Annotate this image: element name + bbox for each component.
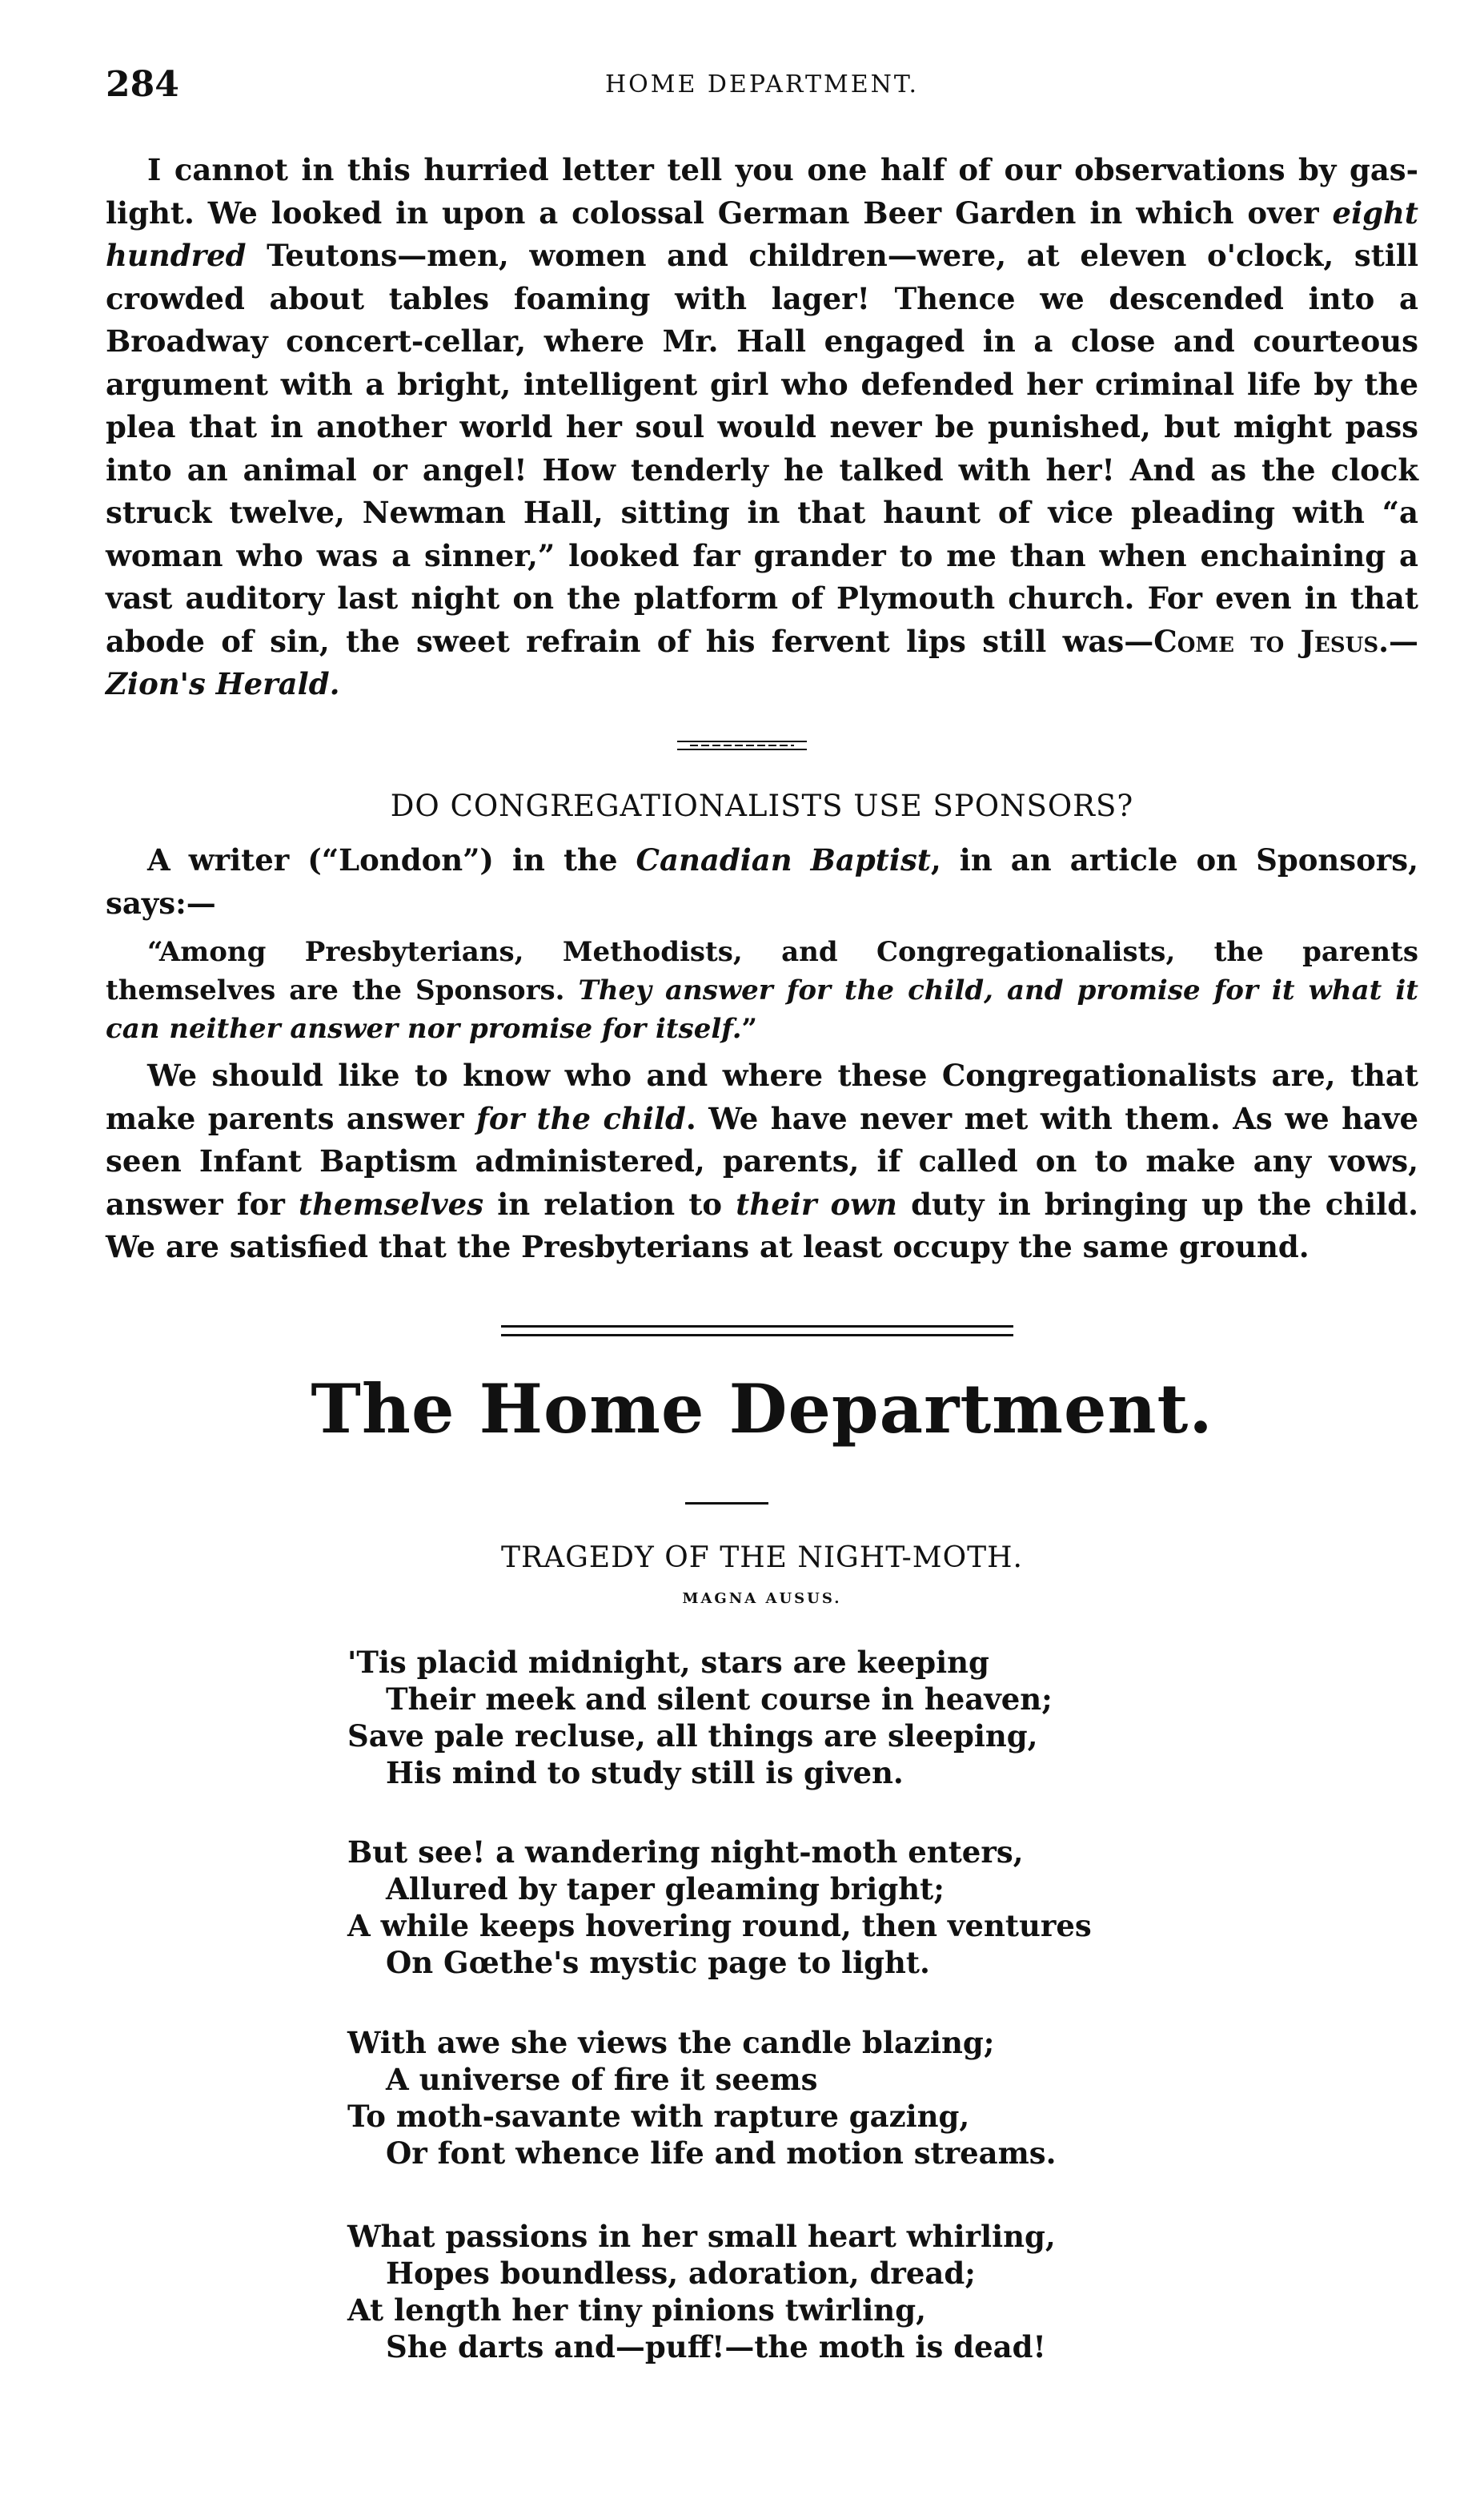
double-rule <box>501 1325 1013 1336</box>
letter-small-caps: Come to Jesus <box>1153 623 1379 659</box>
letter-paragraph <box>106 149 1418 706</box>
poem-line: She darts and—puff!—the moth is dead! <box>386 2329 1046 2364</box>
department-heading: The Home Department. <box>311 1369 1213 1448</box>
poem-line: What passions in her small heart whirling, <box>347 2219 1056 2254</box>
poem-line: With awe she views the candle blazing; <box>347 2025 995 2060</box>
sponsors-intro <box>106 839 1418 925</box>
sponsors-title: DO CONGREGATIONALISTS USE SPONSORS? <box>390 789 1134 823</box>
sponsors-section <box>106 789 1418 1269</box>
poem-line: A while keeps hovering round, then ventures <box>347 1908 1092 1943</box>
letter-source: Zion's Herald. <box>106 666 340 701</box>
stanza-3 <box>347 2024 1148 2171</box>
letter-text-1: I cannot in this hurried letter tell you one half of our observations by gas-light. We looked in upon a colossal German Beer Garden in which over <box>106 152 1418 231</box>
page-number: 284 <box>106 64 179 105</box>
stanza-1 <box>347 1644 1148 1791</box>
poem-line: 'Tis placid midnight, stars are keeping <box>347 1645 989 1680</box>
poem-header <box>106 1541 1418 1607</box>
letter-dash: .— <box>1378 623 1418 659</box>
quote-text: “Among Presbyterians, Methodists, and Congregationalists, the parents themselves are the Sponsors. <box>106 936 1418 1006</box>
poem-line: Hopes boundless, adoration, dread; <box>386 2256 976 2291</box>
stanza-2 <box>347 1834 1148 1981</box>
letter-text-2: Teutons—men, women and children—were, at eleven o'clock, still crowded about tables foaming with lager! Thence we descended into a Broadway concert-cellar, where Mr. Hall engaged in a close and courteous argument with a bright, intelligent girl who defended her criminal life by the plea that in another world her soul would never be punished, but might pass into an animal or angel! How tenderly he talked with her! And as the clock struck twelve, Newman Hall, sitting in that haunt of vice pleading with “a woman who was a sinner,” looked far grander to me than when enchaining a vast auditory last night on the platform of Plymouth church. For even in that abode of sin, the sweet refrain of his fervent lips still was— <box>106 238 1418 659</box>
poem-line: Their meek and silent course in heaven; <box>386 1681 1053 1717</box>
reply-text-b: . We have never met with them. As we have seen Infant Baptism administered, parents, if called on to make any vows, answer for <box>106 1100 1418 1222</box>
sponsors-reply <box>106 1055 1418 1269</box>
reply-text-d: duty in bringing up the child. We are satisfied that the Presbyterians at least occupy the same ground. <box>106 1186 1418 1264</box>
poem-line: To moth-savante with rapture gazing, <box>347 2099 970 2134</box>
poem-line: But see! a wandering night-moth enters, <box>347 1834 1024 1870</box>
reply-text-a: We should like to know who and where these Congregationalists are, that make parents answer <box>106 1058 1418 1136</box>
intro-text-b: , in an article on Sponsors, says:— <box>106 842 1418 921</box>
department-heading-block <box>106 1369 1418 1448</box>
letter-emphasis: eight hundred <box>106 195 1418 273</box>
intro-text-a: A writer (“London”) in the <box>147 842 636 878</box>
poem-subtitle: MAGNA AUSUS. <box>682 1590 842 1607</box>
poem-line: At length her tiny pinions twirling, <box>347 2292 926 2328</box>
poem-line: Save pale recluse, all things are sleeping, <box>347 1718 1038 1754</box>
reply-emphasis-1: for the child <box>475 1100 686 1136</box>
quote-end: ” <box>741 1013 758 1045</box>
page-header <box>106 64 1418 112</box>
heading-underline <box>685 1502 768 1505</box>
running-title: HOME DEPARTMENT. <box>604 70 920 98</box>
poem-line: Allured by taper gleaming bright; <box>386 1871 945 1906</box>
stanza-4 <box>347 2218 1148 2365</box>
poem-title: TRAGEDY OF THE NIGHT-MOTH. <box>501 1541 1023 1574</box>
poem-line: Or font whence life and motion streams. <box>386 2135 1057 2171</box>
poem-line: On Gœthe's mystic page to light. <box>386 1945 930 1980</box>
sponsors-quote <box>106 933 1418 1048</box>
poem-line: A universe of fire it seems <box>386 2062 818 2097</box>
intro-emphasis: Canadian Baptist <box>636 842 931 878</box>
poem-line: His mind to study still is given. <box>386 1755 904 1790</box>
reply-emphasis-2: themselves <box>299 1186 484 1222</box>
reply-emphasis-3: their own <box>736 1186 897 1222</box>
reply-text-c: in relation to <box>483 1186 736 1222</box>
ornament-divider <box>674 738 810 751</box>
quote-emphasis: They answer for the child, and promise for it what it can neither answer nor promise for itself. <box>106 974 1418 1045</box>
letter-section <box>106 149 1418 706</box>
